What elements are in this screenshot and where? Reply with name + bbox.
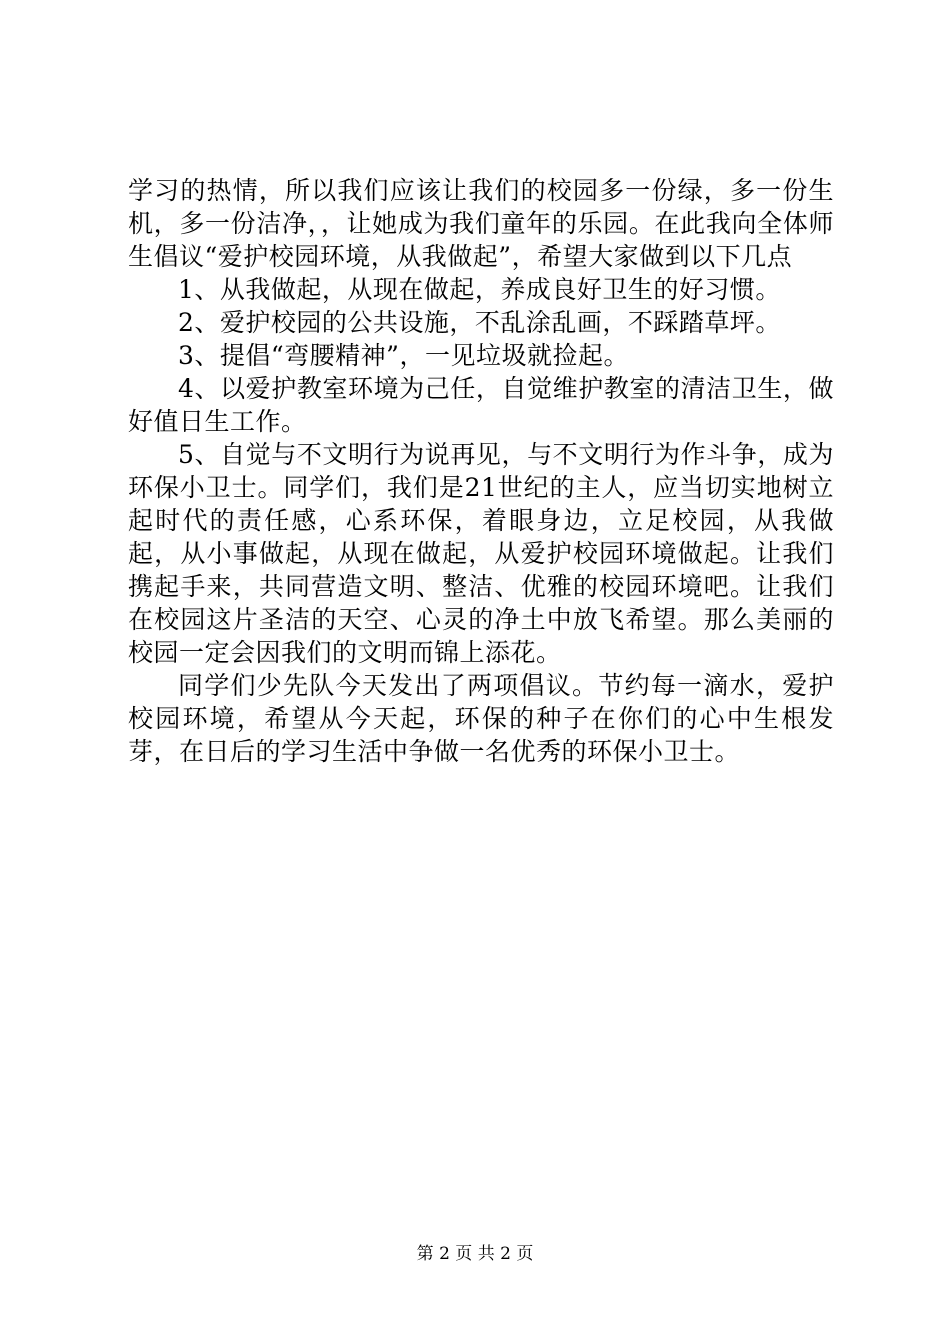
list-item-3: 3、提倡“弯腰精神”，一见垃圾就捡起。 (178, 341, 629, 370)
list-item-2: 2、爱护校园的公共设施，不乱涂乱画，不踩踏草坪。 (178, 308, 781, 337)
paragraph-closing: 同学们少先队今天发出了两项倡议。节约每一滴水，爱护校园环境，希望从今天起，环保的种子在你们的心中生根发芽，在日后的学习生活中争做一名优秀的环保小卫士。 (128, 671, 834, 766)
page-footer: 第 2 页 共 2 页 (416, 1244, 534, 1264)
list-item-1: 1、从我做起，从现在做起，养成良好卫生的好习惯。 (178, 275, 781, 304)
paragraph-intro: 学习的热情，所以我们应该让我们的校园多一份绿，多一份生机，多一份洁净，，让她成为我们童年的乐园。在此我向全体师生倡议“爱护校园环境，从我做起”，希望大家做到以下几点 (128, 176, 834, 271)
list-item-4: 4、以爱护教室环境为己任，自觉维护教室的清洁卫生，做好值日生工作。 (128, 374, 834, 436)
document-body (128, 174, 834, 768)
list-item-5: 5、自觉与不文明行为说再见，与不文明行为作斗争，成为环保小卫士。同学们，我们是21世纪的主人，应当切实地树立起时代的责任感，心系环保，着眼身边，立足校园，从我做起，从小事做起，从现在做起，从爱护校园环境做起。让我们携起手来，共同营造文明、整洁、优雅的校园环境吧。让我们在校园这片圣洁的天空、心灵的净土中放飞希望。那么美丽的校园一定会因我们的文明而锦上添花。 (128, 440, 834, 667)
